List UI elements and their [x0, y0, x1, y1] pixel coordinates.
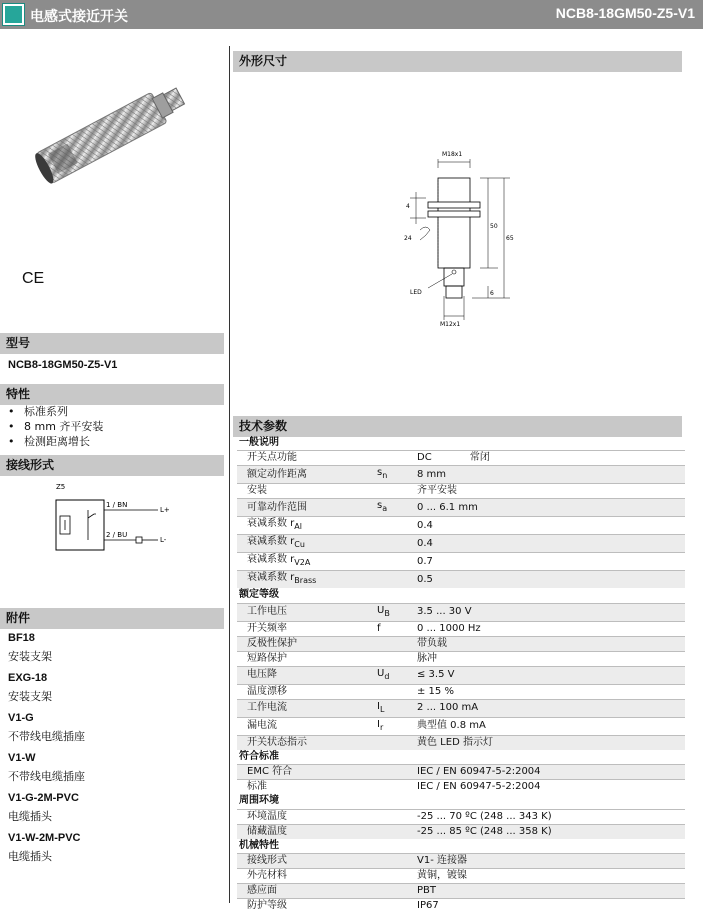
spec-value: 3.5 ... 30 V [417, 603, 685, 621]
spec-symbol-cell [377, 884, 417, 899]
spec-group [237, 750, 685, 765]
spec-label-cell [237, 717, 377, 735]
spec-label-subscript: Brass [294, 576, 316, 585]
spec-label: 接线形式 [247, 855, 287, 866]
table-row [237, 869, 685, 884]
spec-symbol-cell [377, 484, 417, 499]
spec-label-cell [237, 899, 377, 913]
spec-label-cell [237, 651, 377, 666]
spec-label: 开关频率 [247, 623, 287, 634]
spec-value: 齐平安装 [417, 484, 685, 499]
table-row [237, 809, 685, 824]
features-list [8, 404, 103, 449]
spec-label-cell [237, 636, 377, 651]
spec-symbol-cell [377, 717, 417, 735]
accessory-desc: 不带线电缆插座 [8, 726, 85, 748]
spec-symbol-cell [377, 499, 417, 517]
spec-label: 额定动作距离 [247, 469, 307, 480]
spec-value: -25 ... 70 ºC (248 ... 343 K) [417, 809, 685, 824]
list-item [8, 790, 85, 830]
spec-label: 短路保护 [247, 653, 287, 664]
spec-label: 感应面 [247, 885, 277, 896]
table-row [237, 603, 685, 621]
wiring-heading: 接线形式 [0, 455, 224, 476]
spec-symbol: s [377, 467, 382, 478]
table-row [237, 854, 685, 869]
type-heading: 型号 [0, 333, 224, 354]
type-value: NCB8-18GM50-Z5-V1 [8, 359, 117, 371]
spec-value: 黄铜，镀镍 [417, 869, 685, 884]
dim-6-label: 6 [490, 290, 494, 297]
spec-symbol: U [377, 668, 384, 679]
spec-symbol-cell [377, 699, 417, 717]
spec-group-title: 机械特性 [237, 839, 685, 854]
spec-label: 衰减系数 r [247, 518, 294, 529]
spec-value: ≤ 3.5 V [417, 666, 685, 684]
spec-label: 反极性保护 [247, 638, 297, 649]
table-row [237, 666, 685, 684]
table-row [237, 765, 685, 780]
table-row [237, 717, 685, 735]
spec-label-cell [237, 451, 377, 466]
list-item [8, 670, 85, 710]
accessory-desc: 电缆插头 [8, 806, 85, 828]
accessory-code: V1-G-2M-PVC [8, 790, 85, 806]
column-divider [229, 46, 230, 903]
spec-symbol-cell [377, 735, 417, 750]
spec-value: 典型值 0.8 mA [417, 717, 685, 735]
header-model: NCB8-18GM50-Z5-V1 [556, 5, 695, 21]
spec-group-title: 符合标准 [237, 750, 685, 765]
spec-label-cell [237, 884, 377, 899]
spec-label-cell [237, 765, 377, 780]
spec-symbol-cell [377, 809, 417, 824]
spec-value: 0.4 [417, 517, 685, 535]
spec-value: 0.4 [417, 535, 685, 553]
accessories-heading: 附件 [0, 608, 224, 629]
table-row [237, 466, 685, 484]
table-row [237, 651, 685, 666]
spec-symbol-cell [377, 621, 417, 636]
ce-mark: CE [22, 270, 44, 288]
spec-symbol-cell [377, 535, 417, 553]
spec-symbol: s [377, 500, 382, 511]
spec-label-cell [237, 684, 377, 699]
spec-label-cell [237, 535, 377, 553]
spec-symbol-cell [377, 553, 417, 571]
spec-group [237, 839, 685, 854]
sensor-photo [26, 64, 196, 204]
spec-label: 温度漂移 [247, 686, 287, 697]
spec-label-subscript: V2A [294, 558, 310, 567]
spec-label-cell [237, 735, 377, 750]
spec-symbol-subscript: n [382, 471, 387, 480]
spec-symbol-cell [377, 869, 417, 884]
spec-label: 衰减系数 r [247, 572, 294, 583]
spec-value: V1- 连接器 [417, 854, 685, 869]
table-row [237, 899, 685, 913]
spec-value: IP67 [417, 899, 685, 913]
spec-symbol: U [377, 605, 384, 616]
spec-label: 开关点功能 [247, 452, 297, 463]
spec-value: 0.5 [417, 571, 685, 589]
dimensions-heading: 外形尺寸 [233, 51, 682, 72]
minus-label: L- [160, 536, 167, 544]
spec-label-cell [237, 499, 377, 517]
spec-group-title: 一般说明 [237, 436, 685, 451]
spec-label: 安装 [247, 485, 267, 496]
specs-table [237, 436, 685, 913]
spec-value: 0.7 [417, 553, 685, 571]
spec-symbol-cell [377, 451, 417, 466]
page-title: 电感式接近开关 [30, 6, 128, 26]
table-row [237, 636, 685, 651]
spec-label: 外壳材料 [247, 870, 287, 881]
list-item [8, 750, 85, 790]
table-row [237, 571, 685, 589]
spec-symbol-cell [377, 517, 417, 535]
table-row [237, 451, 685, 466]
spec-label: 开关状态指示 [247, 737, 307, 748]
spec-symbol-subscript: a [382, 504, 387, 513]
spec-value: 脉冲 [417, 651, 685, 666]
spec-label-cell [237, 571, 377, 589]
led-label: LED [410, 289, 422, 296]
spec-symbol-cell [377, 603, 417, 621]
spec-label-cell [237, 666, 377, 684]
table-row [237, 780, 685, 795]
spec-label-cell [237, 484, 377, 499]
spec-label-cell [237, 621, 377, 636]
spec-symbol: I [377, 701, 380, 712]
spec-group [237, 436, 685, 451]
dim-24-label: 24 [404, 235, 412, 242]
spec-value: 黄色 LED 指示灯 [417, 735, 685, 750]
spec-label-cell [237, 809, 377, 824]
spec-label: 标准 [247, 781, 267, 792]
accessory-code: V1-W-2M-PVC [8, 830, 85, 846]
accessory-desc: 安装支架 [8, 646, 85, 668]
accessory-desc: 电缆插头 [8, 846, 85, 868]
table-row [237, 684, 685, 699]
title-bar [0, 0, 703, 29]
spec-symbol-subscript: B [384, 609, 390, 618]
spec-label: 电压降 [247, 669, 277, 680]
spec-label-cell [237, 553, 377, 571]
spec-label-cell [237, 699, 377, 717]
list-item: • 检测距离增长 [8, 434, 103, 449]
spec-label-subscript: Al [294, 522, 302, 531]
spec-value: DC 常闭 [417, 451, 685, 466]
list-item [8, 630, 85, 670]
table-row [237, 824, 685, 839]
dim-4-label: 4 [406, 203, 410, 210]
spec-label: EMC 符合 [247, 766, 292, 777]
spec-label: 工作电压 [247, 606, 287, 617]
table-row [237, 884, 685, 899]
dim-50-label: 50 [490, 223, 498, 230]
table-row [237, 553, 685, 571]
dimension-drawing [380, 148, 530, 328]
pin2-label: 2 / BU [106, 531, 127, 539]
wiring-diagram [40, 482, 200, 562]
spec-value: -25 ... 85 ºC (248 ... 358 K) [417, 824, 685, 839]
spec-group [237, 794, 685, 809]
spec-symbol-subscript: r [380, 723, 383, 732]
list-item [8, 830, 85, 870]
spec-symbol-cell [377, 666, 417, 684]
spec-value: 0 ... 1000 Hz [417, 621, 685, 636]
table-row [237, 621, 685, 636]
dim-65-label: 65 [506, 235, 514, 242]
specs-heading: 技术参数 [233, 416, 682, 437]
spec-label-subscript: Cu [294, 540, 305, 549]
pin1-label: 1 / BN [106, 501, 127, 509]
spec-group-title: 周围环境 [237, 794, 685, 809]
spec-label: 漏电流 [247, 720, 277, 731]
spec-value: 2 ... 100 mA [417, 699, 685, 717]
plus-label: L+ [160, 506, 170, 514]
spec-symbol-cell [377, 651, 417, 666]
spec-label-cell [237, 603, 377, 621]
brand-logo [3, 4, 24, 25]
spec-symbol: I [377, 719, 380, 730]
spec-label-cell [237, 854, 377, 869]
table-row [237, 499, 685, 517]
thread-bottom-label: M12x1 [440, 321, 460, 328]
spec-symbol-cell [377, 824, 417, 839]
spec-label-cell [237, 517, 377, 535]
spec-symbol-subscript: d [384, 672, 389, 681]
spec-label-cell [237, 466, 377, 484]
spec-value: IEC / EN 60947-5-2:2004 [417, 780, 685, 795]
spec-symbol-cell [377, 571, 417, 589]
table-row [237, 484, 685, 499]
spec-label: 可靠动作范围 [247, 502, 307, 513]
spec-symbol-cell [377, 466, 417, 484]
table-row [237, 735, 685, 750]
spec-symbol-cell [377, 684, 417, 699]
spec-value: 带负载 [417, 636, 685, 651]
spec-value: 8 mm [417, 466, 685, 484]
spec-group [237, 588, 685, 603]
spec-symbol-cell [377, 765, 417, 780]
accessory-code: V1-G [8, 710, 85, 726]
spec-label: 衰减系数 r [247, 554, 294, 565]
accessory-desc: 安装支架 [8, 686, 85, 708]
spec-symbol-cell [377, 636, 417, 651]
spec-symbol: f [377, 623, 381, 634]
accessory-code: V1-W [8, 750, 85, 766]
wiring-label: Z5 [56, 483, 65, 491]
spec-label-cell [237, 869, 377, 884]
spec-value: IEC / EN 60947-5-2:2004 [417, 765, 685, 780]
spec-label-cell [237, 824, 377, 839]
spec-group-title: 额定等级 [237, 588, 685, 603]
spec-label: 防护等级 [247, 900, 287, 911]
table-row [237, 699, 685, 717]
spec-label: 储藏温度 [247, 826, 287, 837]
list-item: • 8 mm 齐平安装 [8, 419, 103, 434]
spec-value: ± 15 % [417, 684, 685, 699]
table-row [237, 535, 685, 553]
list-item: • 标准系列 [8, 404, 103, 419]
spec-label: 工作电流 [247, 702, 287, 713]
spec-symbol-cell [377, 780, 417, 795]
spec-symbol-cell [377, 899, 417, 913]
thread-top-label: M18x1 [442, 151, 462, 158]
list-item [8, 710, 85, 750]
spec-value: 0 ... 6.1 mm [417, 499, 685, 517]
spec-label: 环境温度 [247, 811, 287, 822]
accessory-code: EXG-18 [8, 670, 85, 686]
spec-label: 衰减系数 r [247, 536, 294, 547]
spec-label-cell [237, 780, 377, 795]
spec-symbol-cell [377, 854, 417, 869]
table-row [237, 517, 685, 535]
accessory-desc: 不带线电缆插座 [8, 766, 85, 788]
accessory-code: BF18 [8, 630, 85, 646]
accessories-list [8, 630, 85, 870]
spec-value: PBT [417, 884, 685, 899]
features-heading: 特性 [0, 384, 224, 405]
spec-symbol-subscript: L [380, 705, 384, 714]
